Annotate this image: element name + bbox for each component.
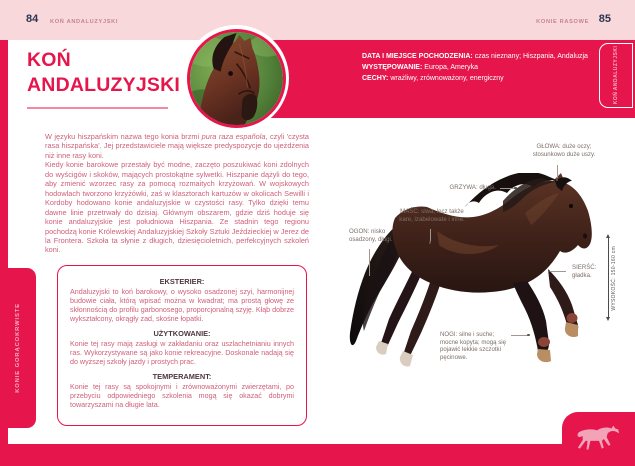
annotation-siersc-line	[550, 271, 566, 272]
intro-p1-post: , czyli 'czysta rasa hiszpańska'. Jej przedstawiciele mają większe predyspozycje do ujeżdżenia niż inne rasy koni.	[45, 132, 309, 160]
page-title-line1: KOŃ	[27, 49, 71, 71]
chapter-tab-left	[0, 268, 36, 428]
running-title-right: KONIE RASOWE	[536, 18, 589, 25]
height-measure-line	[608, 238, 609, 317]
fact-value-origin: czas nieznany; Hiszpania, Andaluzja	[474, 53, 588, 60]
height-measure-arrow-up	[606, 234, 610, 238]
fact-label-origin: DATA I MIEJSCE POCHODZENIA:	[362, 53, 473, 60]
fact-banner	[362, 51, 588, 85]
breed-info-box	[57, 265, 307, 426]
intro-p1-italic: pura raza española	[201, 132, 266, 141]
annotation-wysokosc-label: WYSOKOŚĆ: 150-160 cm	[611, 245, 617, 311]
annotation-glowa: GŁOWA: duże oczy; stosunkowo duże uszy.	[532, 143, 596, 158]
page-number-left: 84	[26, 13, 39, 25]
chapter-tab-right-line2: ANDALUZYJSKI	[613, 46, 619, 91]
intro-paragraph-2: Kiedy konie barokowe przestały być modne, zaczęto poszukiwać koni zdolnych do wyścigów i skoków, mających prostokątne sylwetki. Hiszpanie dążyli do tego, aby zmienić wzorzec rasy za pomocą rozmaitych krzyżowań. W wojskowych hodowlach tworzono krzyżówki, zaś w klasztorach kartuzów w okolicach Sewilli i Kordoby hodowano konie andaluzyjskie w czystości rasy. Tylko dzięki temu dawne linie przetrwały do dzisiaj. Głównym obszarem, gdzie dziś hoduje się konie andaluzyjskie jest południowa Hiszpania. Ze stadnin tego regionu pochodzą konie Królewskiej Andaluzyjskiej Szkoły Sztuki Jeździeckiej w Jerez de la Frontera. Szkoła ta słynie z długich, dziesięcioletnich, perfekcyjnych szkoleń koni.	[45, 160, 309, 255]
annotation-siersc: SIERŚĆ: gładka.	[572, 264, 597, 279]
annotation-nogi: NOGI: silne i suche; mocne kopyta; mogą się pojawić lekkie szczotki pęcinowe.	[440, 331, 507, 362]
chapter-tab-right-label	[613, 46, 619, 104]
annotation-glowa-line	[557, 165, 558, 178]
intro-paragraph-1	[45, 132, 309, 160]
annotation-grzywa-dot	[514, 187, 517, 190]
annotation-ogon: OGON: nisko osadzony, długi.	[349, 228, 393, 243]
annotation-grzywa-line	[500, 188, 515, 189]
fact-value-occurrence: Europa, Ameryka	[424, 64, 478, 72]
chapter-tab-right	[599, 43, 633, 108]
fact-value-traits: wrażliwy, zrównoważony, energiczny	[390, 75, 504, 83]
fact-row-occurrence	[362, 62, 588, 73]
page-number-right: 85	[598, 13, 611, 25]
bottom-band	[0, 444, 635, 466]
title-underline	[27, 107, 168, 109]
running-title-left: KOŃ ANDALUZYJSKI	[50, 18, 119, 25]
height-measure-arrow-down	[606, 317, 610, 321]
annotation-glowa-dot	[556, 178, 559, 181]
annotation-masc-dot	[429, 241, 432, 244]
page-title-line2: ANDALUZYJSKI	[27, 74, 180, 96]
section-heading-temperament: TEMPERAMENT:	[152, 372, 212, 382]
page-title	[27, 48, 180, 98]
intro-p1-pre: W języku hiszpańskim nazwa tego konia brzmi	[45, 132, 202, 141]
annotation-ogon-line	[369, 249, 370, 276]
intro-text	[45, 132, 309, 255]
annotation-wysokosc	[611, 238, 617, 318]
section-body-temperament: Konie tej rasy są spokojnymi i zrównoważonymi zwierzętami, po przebyciu odpowiedniego szkolenia mogą się okazać dobrymi towarzyszami na długie lata.	[70, 382, 294, 410]
fact-label-occurrence: WYSTĘPOWANIE:	[362, 64, 423, 72]
fact-label-traits: CECHY:	[362, 75, 389, 83]
section-heading-uzytkowanie: UŻYTKOWANIE:	[153, 329, 211, 339]
fact-row-origin	[362, 51, 588, 62]
horse-icon	[576, 424, 622, 454]
horse-portrait-photo	[187, 29, 286, 128]
section-body-eksterier: Andaluzyjski to koń barokowy, o wysoko osadzonej szyi, harmonijnej budowie ciała, którą wpisać można w kwadrat; ma prostą głowę ze skłonnością do profilu garbonosego, proporcjonalną szyję. Kłąb dobrze wykształcony, okrągły zad, skośne łopatki.	[70, 287, 294, 324]
section-heading-eksterier: EKSTERIER:	[159, 277, 205, 286]
chapter-tab-left-label: KONIE GORĄCOKRWISTE	[15, 303, 21, 393]
horse-portrait-frame	[183, 25, 289, 131]
annotation-nogi-dot	[527, 334, 530, 337]
horse-head-illustration	[190, 32, 283, 125]
series-logo-box	[562, 412, 635, 466]
fact-row-traits	[362, 73, 588, 84]
chapter-tab-right-line1: KOŃ	[613, 92, 619, 105]
annotation-masc: MAŚĆ: siwa, lecz także kare, izabelowate i inne.	[399, 208, 465, 223]
annotation-grzywa: GRZYWA: długa.	[449, 184, 496, 191]
section-body-uzytkowanie: Konie tej rasy mają zasługi w zakładaniu oraz uszlachetnianiu innych ras. Wykorzystywane są jako konie rekreacyjne. Doskonale nadają się do wyższej szkoły jazdy i prostych prac.	[70, 339, 294, 367]
annotation-nogi-line	[511, 335, 528, 336]
